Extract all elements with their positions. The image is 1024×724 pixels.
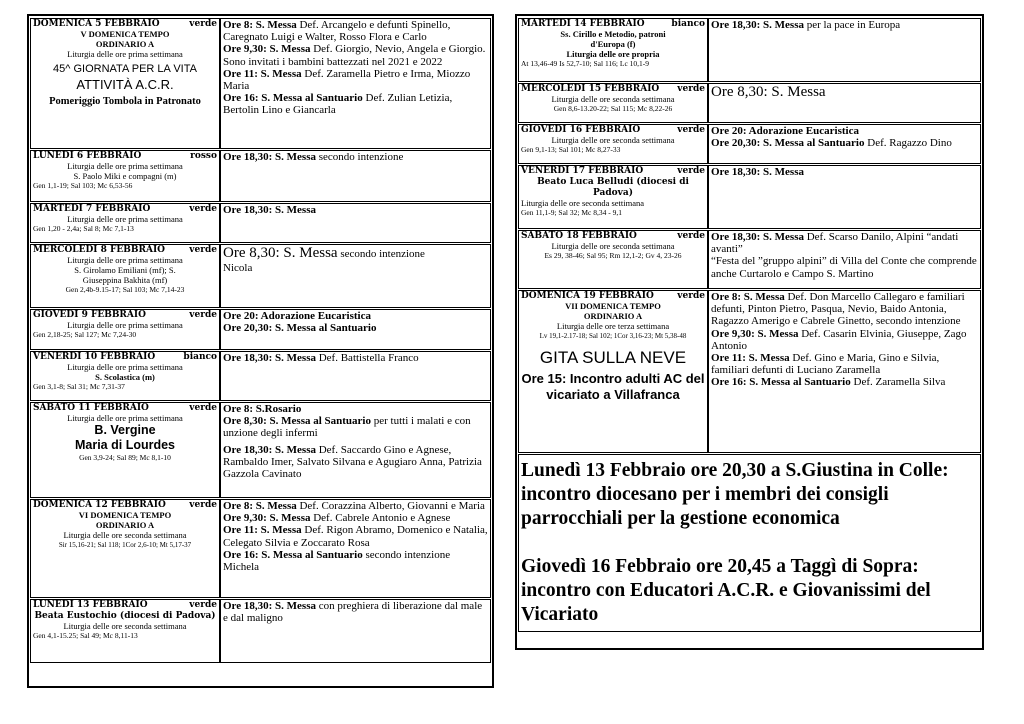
liturgical-line: VII DOMENICA TEMPO [565, 301, 661, 311]
mass-time: Ore 8,30: S. Messa [711, 84, 826, 100]
day-title: DOMENICA 12 FEBBRAIO [33, 500, 166, 510]
scripture-ref: Lv 19,1-2.17-18; Sal 102; 1Cor 3,16-23; Mt 5,38-48 [539, 332, 687, 340]
mass-note: “Festa del ”gruppo alpini” di Villa del Conte che comprende anche Curtarolo e Campo S. Martino [711, 255, 977, 280]
day-title: MARTEDÌ 7 FEBBRAIO [33, 204, 151, 214]
mass-intention: Def. Saccardo Gino e Agnese, Rambaldo Imer, Salvato Silvana e Agugiaro Anna, Patrizia Gazzola Cavinato [223, 443, 482, 481]
mass-time: Ore 11: S. Messa [711, 352, 790, 365]
liturgical-line: ORDINARIO A [95, 520, 155, 530]
event-note: Ore 15: Incontro adulti AC del vicariato a Villafranca [521, 371, 705, 402]
liturgical-line: Liturgia delle ore propria [566, 49, 660, 59]
day-row [518, 18, 981, 82]
mass-time: Ore 18,30: S. Messa [711, 166, 804, 178]
day-title: DOMENICA 5 FEBBRAIO [33, 19, 160, 29]
liturgical-line: Liturgia delle ore terza settimana [556, 321, 670, 331]
mass-intention: Def. Ragazzo Dino [864, 137, 952, 150]
liturgical-line: Liturgia delle ore prima settimana [67, 161, 183, 171]
mass-schedule [220, 599, 491, 663]
day-info [30, 351, 220, 401]
day-title: MERCOLEDÌ 8 FEBBRAIO [33, 245, 166, 255]
scripture-ref: Gen 4,1-15.25; Sal 49; Mc 8,11-13 [33, 631, 138, 640]
day-title: SABATO 18 FEBBRAIO [521, 231, 637, 241]
mass-intention: Nicola [223, 262, 253, 274]
liturgical-color: verde [189, 310, 217, 320]
liturgical-line: Liturgia delle ore prima settimana [67, 413, 183, 423]
mass-intention: Def. Zulian Letizia, Bertolin Lino e Giancarla [223, 92, 453, 117]
mass-schedule [220, 203, 491, 243]
liturgical-color: verde [677, 125, 705, 135]
event-note: Pomeriggio Tombola in Patronato [49, 96, 201, 107]
mass-time: Ore 8,30: S. Messa al Santuario [223, 415, 371, 428]
mass-time: Ore 8: S. Messa [711, 291, 785, 303]
day-info [518, 165, 708, 229]
mass-intention: Def. Corazzina Alberto, Giovanni e Maria [296, 500, 485, 512]
day-info [30, 18, 220, 149]
scripture-ref: Gen 11,1-9; Sal 32; Mc 8,34 - 9,1 [521, 208, 622, 217]
liturgical-color: verde [677, 166, 705, 176]
day-title: MERCOLEDÌ 15 FEBBRAIO [521, 84, 660, 94]
day-row [30, 18, 491, 149]
day-info [518, 83, 708, 123]
liturgical-line: ORDINARIO A [95, 39, 155, 49]
day-row [30, 402, 491, 498]
liturgical-line: Liturgia delle ore prima settimana [67, 49, 183, 59]
mass-intention: Def. Giorgio, Nevio, Angela e Giorgio. [310, 43, 486, 56]
mass-time: Ore 18,30: S. Messa [223, 204, 316, 216]
feast-name: B. Vergine [94, 423, 156, 437]
liturgical-line: Liturgia delle ore prima settimana [67, 362, 183, 372]
mass-schedule [708, 290, 981, 453]
mass-intention: Def. Casarin Elvinia, Giuseppe, Zago Antonio [711, 327, 967, 352]
liturgical-color: verde [189, 204, 217, 214]
mass-time: Ore 20,30: S. Messa al Santuario [711, 137, 865, 150]
liturgical-line: Beato Luca Belludi (diocesi di Padova) [537, 177, 689, 198]
mass-time: Ore 9,30: S. Messa [223, 512, 311, 525]
left-column [27, 14, 494, 688]
day-title: GIOVEDÌ 9 FEBBRAIO [33, 310, 146, 320]
mass-time: Ore 11: S. Messa [223, 524, 302, 537]
mass-intention: Def. Gino e Maria, Gino e Silvia, familiari defunti di Luciano Zaramella [711, 352, 940, 377]
day-row [518, 230, 981, 289]
day-info [30, 309, 220, 350]
mass-intention: secondo intenzione [315, 151, 404, 163]
scripture-ref: Gen 9,1-13; Sal 101; Mc 8,27-33 [521, 145, 621, 154]
mass-time: Ore 18,30: S. Messa [223, 600, 316, 612]
feast-name: Maria di Lourdes [74, 438, 176, 452]
liturgical-line: S. Scolastica (m) [95, 372, 155, 382]
mass-schedule [220, 18, 491, 149]
liturgical-line: d'Europa (f) [590, 39, 636, 49]
day-row [30, 599, 491, 663]
liturgical-line: Liturgia delle ore prima settimana [67, 320, 183, 330]
mass-time: Ore 16: S. Messa al Santuario [711, 376, 851, 389]
liturgical-color: verde [189, 245, 217, 255]
scripture-ref: Gen 2,4b-9.15-17; Sal 103; Mc 7,14-23 [65, 285, 185, 294]
mass-intention: secondo intenzione [337, 248, 425, 260]
announcement-text: Giovedì 16 Febbraio ore 20,45 a Taggì di Sopra: incontro con Educatori A.C.R. e Giovanissimi del Vicariato [521, 556, 931, 625]
mass-schedule [708, 165, 981, 229]
mass-time: Ore 20,30: S. Messa al Santuario [223, 322, 377, 335]
scripture-ref: Gen 8,6-13.20-22; Sal 115; Mc 8,22-26 [553, 104, 673, 113]
day-title: SABATO 11 FEBBRAIO [33, 403, 149, 413]
liturgical-color: bianco [671, 19, 705, 29]
mass-time: Ore 18,30: S. Messa [711, 231, 804, 243]
day-row [30, 499, 491, 598]
event-title: ATTIVITÀ A.C.R. [76, 77, 174, 92]
event-title: 45^ GIORNATA PER LA VITA [53, 63, 197, 75]
day-title: DOMENICA 19 FEBBRAIO [521, 291, 654, 301]
announcements-box [518, 454, 981, 632]
liturgical-color: rosso [190, 151, 217, 161]
mass-intention: Def. Don Marcello Callegaro e familiari defunti, Pinton Pietro, Pasqua, Nevio, Baido Antonia, Ragazzo Amerigo e Cabrele Ginetto, secondo intenzione [711, 291, 965, 328]
day-info [518, 290, 708, 453]
mass-schedule [708, 124, 981, 164]
mass-intention: Def. Zaramella Pietro e Irma, Miozzo Maria [223, 67, 471, 93]
mass-time: Ore 8: S. Messa [223, 19, 297, 31]
mass-schedule [708, 83, 981, 123]
day-row [30, 351, 491, 401]
right-column [515, 14, 984, 650]
day-info [30, 150, 220, 202]
liturgical-color: verde [677, 84, 705, 94]
mass-schedule [220, 499, 491, 598]
event-title: GITA SULLA NEVE [539, 348, 687, 367]
liturgical-line: Liturgia delle ore seconda settimana [551, 241, 675, 251]
liturgical-line: VI DOMENICA TEMPO [78, 510, 172, 520]
liturgical-line: ORDINARIO A [583, 311, 643, 321]
mass-time: Ore 16: S. Messa al Santuario [223, 92, 363, 105]
liturgical-color: verde [677, 231, 705, 241]
scripture-ref: Gen 2,18-25; Sal 127; Mc 7,24-30 [33, 330, 137, 339]
day-title: LUNEDÌ 13 FEBBRAIO [33, 600, 148, 610]
announcement-text: Lunedì 13 Febbraio ore 20,30 a S.Giustina in Colle: incontro diocesano per i membri dei consigli parrocchiali per la gestione economica [521, 460, 949, 529]
liturgical-line: Liturgia delle ore prima settimana [67, 255, 183, 265]
mass-intention: Def. Cabrele Antonio e Agnese [310, 512, 451, 525]
day-info [30, 203, 220, 243]
liturgical-line: Ss. Cirillo e Metodio, patroni [560, 29, 666, 39]
liturgical-color: verde [189, 403, 217, 413]
liturgical-color: verde [189, 600, 217, 610]
liturgical-color: verde [677, 291, 705, 301]
mass-time: Ore 18,30: S. Messa [223, 151, 316, 163]
scripture-ref: Gen 3,9-24; Sal 89; Mc 8,1-10 [79, 453, 171, 462]
mass-intention: Def. Rigon Abramo, Domenico e Natalia, Celegato Silvia e Zoccarato Rosa [223, 524, 488, 549]
mass-schedule [708, 230, 981, 289]
mass-time: Ore 18,30: S. Messa [711, 19, 804, 31]
mass-schedule [220, 402, 491, 498]
mass-schedule [220, 351, 491, 401]
day-info [30, 244, 220, 308]
liturgical-line: Giuseppina Bakhita (mf) [82, 275, 168, 285]
mass-schedule [220, 150, 491, 202]
mass-time: Ore 18,30: S. Messa [223, 352, 316, 364]
day-info [30, 599, 220, 663]
day-info [30, 499, 220, 598]
day-info [518, 230, 708, 289]
day-info [30, 402, 220, 498]
day-info [518, 124, 708, 164]
day-row [518, 124, 981, 164]
liturgical-color: verde [189, 19, 217, 29]
day-info [518, 18, 708, 82]
day-row [30, 203, 491, 243]
liturgical-color: verde [189, 500, 217, 510]
mass-schedule [220, 309, 491, 350]
scripture-ref: At 13,46-49 Is 52,7-10; Sal 116; Lc 10,1-9 [521, 59, 650, 68]
liturgical-line: Liturgia delle ore seconda settimana [63, 621, 187, 631]
liturgical-line: Liturgia delle ore seconda settimana [551, 94, 675, 104]
day-row [30, 309, 491, 350]
scripture-ref: Sir 15,16-21; Sal 118; 1Cor 2,6-10; Mt 5,17-37 [58, 541, 192, 549]
mass-intention: Def. Arcangelo e defunti Spinello, Caregnato Luigi e Walter, Rosso Flora e Carlo [223, 19, 451, 44]
liturgical-line: Liturgia delle ore prima settimana [67, 214, 183, 224]
liturgical-line: S. Girolamo Emiliani (mf); S. [74, 265, 176, 275]
day-title: VENERDÌ 17 FEBBRAIO [521, 166, 644, 176]
mass-intention: per tutti i malati e con unzione degli infermi [223, 415, 471, 440]
day-row [30, 150, 491, 202]
day-title: LUNEDÌ 6 FEBBRAIO [33, 151, 142, 161]
mass-intention: Def. Battistella Franco [315, 352, 419, 364]
liturgical-line: V DOMENICA TEMPO [80, 29, 170, 39]
day-row [518, 165, 981, 229]
liturgical-line: Liturgia delle ore seconda settimana [63, 530, 187, 540]
liturgical-line: S. Paolo Miki e compagni (m) [73, 171, 177, 181]
mass-intention: per la pace in Europa [803, 19, 901, 31]
mass-time: Ore 11: S. Messa [223, 67, 302, 80]
mass-time: Ore 8: S.Rosario [223, 403, 302, 415]
day-title: VENERDÌ 10 FEBBRAIO [33, 352, 156, 362]
mass-time: Ore 9,30: S. Messa [223, 43, 311, 56]
mass-time: Ore 20: Adorazione Eucaristica [711, 125, 859, 137]
day-row [518, 83, 981, 123]
day-row [518, 290, 981, 453]
scripture-ref: Gen 1,1-19; Sal 103; Mc 6,53-56 [33, 181, 133, 190]
mass-intention: Def. Scarso Danilo, Alpini “andati avanti” [711, 231, 959, 256]
day-row [30, 244, 491, 308]
mass-schedule [220, 244, 491, 308]
scripture-ref: Es 29, 38-46; Sal 95; Rm 12,1-2; Gv 4, 23-26 [544, 251, 682, 260]
scripture-ref: Gen 1,20 - 2,4a; Sal 8; Mc 7,1-13 [33, 224, 134, 233]
mass-note: Sono invitati i bambini battezzati nel 2021 e 2022 [223, 55, 443, 68]
day-title: MARTEDÌ 14 FEBBRAIO [521, 19, 645, 29]
liturgical-line: Liturgia delle ore seconda settimana [521, 198, 645, 208]
mass-time: Ore 8: S. Messa [223, 500, 297, 512]
mass-time: Ore 18,30: S. Messa [223, 443, 316, 456]
mass-intention: con preghiera di liberazione dal male e dal maligno [223, 600, 483, 625]
mass-time: Ore 9,30: S. Messa [711, 327, 799, 340]
liturgical-line: Liturgia delle ore seconda settimana [551, 135, 675, 145]
mass-time: Ore 8,30: S. Messa [223, 245, 338, 261]
mass-schedule [708, 18, 981, 82]
mass-intention: secondo intenzione Michela [223, 548, 451, 574]
liturgical-line: Beata Eustochio (diocesi di Padova) [34, 611, 216, 621]
mass-time: Ore 20: Adorazione Eucaristica [223, 310, 371, 322]
scripture-ref: Gen 3,1-8; Sal 31; Mc 7,31-37 [33, 382, 125, 391]
day-title: GIOVEDÌ 16 FEBBRAIO [521, 125, 641, 135]
mass-time: Ore 16: S. Messa al Santuario [223, 548, 363, 561]
mass-intention: Def. Zaramella Silva [850, 376, 946, 389]
liturgical-color: bianco [183, 352, 217, 362]
